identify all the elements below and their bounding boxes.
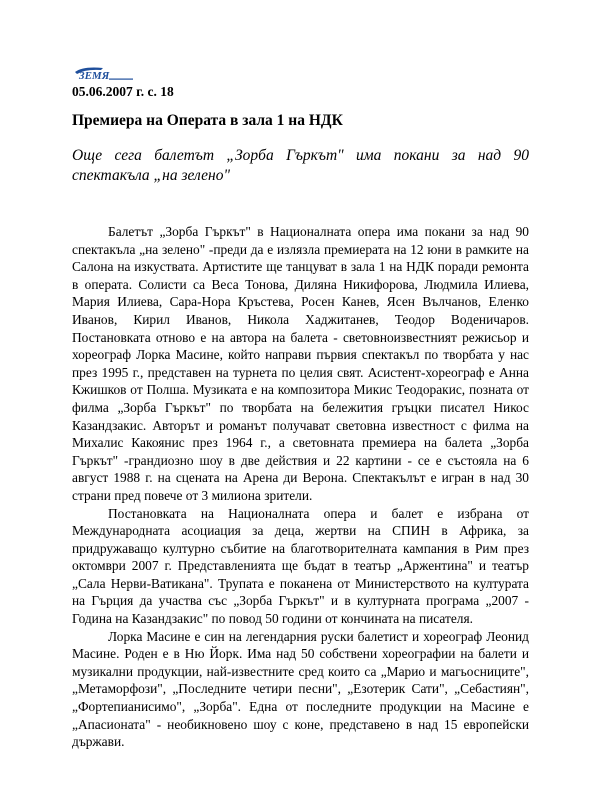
article-paragraph: Балетът „Зорба Гъркът" в Националната опера има покани за над 90 спектакъла „на зелено" -преди да е излязла премиерата на 12 юни в рамките на Салона на изкуствата. Артистите ще танцуват в зала 1 на НДК поради ремонта в операта. Солисти са Веса Тонова, Диляна Никифорова, Людмила Илиева, Мария Илиева, Сара-Нора Кръстева, Росен Канев, Ясен Вълчанов, Еленко Иванов, Кирил Иванов, Никола Хаджитанев, Теодор Воденичаров. Постановката отново е на автора на балета - световноизвестният режисьор и хореограф Лорка Масине, който направи първия спектакъл по творбата у нас през 1995 г., представен на турнета по целия свят. Асистент-хореограф е Анна Кжишков от Полша. Музиката е на композитора Микис Теодоракис, позната от филма „Зорба Гъркът" по творбата на бележития гръцки писател Никос Казандзакис. Авторът и романът получават световна известност с филма на Михалис Какоянис през 1964 г., а световната премиера на балета „Зорба Гъркът" -грандиозно шоу в две действия и 22 картини - се е състояла на 6 август 1988 г. на сцената на Арена ди Верона. Спектакълът е игран в над 30 страни пред повече от 3 милиона зрители.	[72, 224, 529, 503]
article-title: Премиера на Операта в зала 1 на НДК	[72, 112, 343, 129]
article-paragraph: Лорка Масине е син на легендарния руски балетист и хореограф Леонид Масине. Роден е в Ню Йорк. Има над 50 собствени хореографии на балети и музикални продукции, най-известните сред които са „Марио и магьосниците", „Метаморфози", „Последните четири песни", „Езотерик Сати", „Себастиян", „Фортепианисимо", „Зорба". Една от последните продукции на Масине е „Апасионата" - необикновено шоу с коне, представено в над 15 европейски държави.	[72, 628, 529, 750]
article-subtitle: Още сега балетът „Зорба Гъркът" има покани за над 90 спектакъла „на зелено"	[72, 147, 529, 184]
zemya-logo	[73, 66, 135, 82]
article-paragraph: Постановката на Националната опера и балет е избрана от Международната асоциация за деца, жертви на СПИН в Африка, за придружаващо културно събитие на благотворителната кампания в Рим през октомври 2007 г. Представленията ще бъдат в театър „Аржентина" и театър „Сала Нерви-Ватикана". Трупата е поканена от Министерството на културата на Гърция да участва със „Зорба Гъркът" и в културната програма „2007 - Година на Казандзакис" по повод 50 години от кончината на писателя.	[72, 505, 529, 627]
date-page-line: 05.06.2007 г. с. 18	[72, 84, 174, 99]
article-body	[72, 223, 529, 751]
logo-wordmark: ЗЕМЯ	[79, 70, 110, 82]
